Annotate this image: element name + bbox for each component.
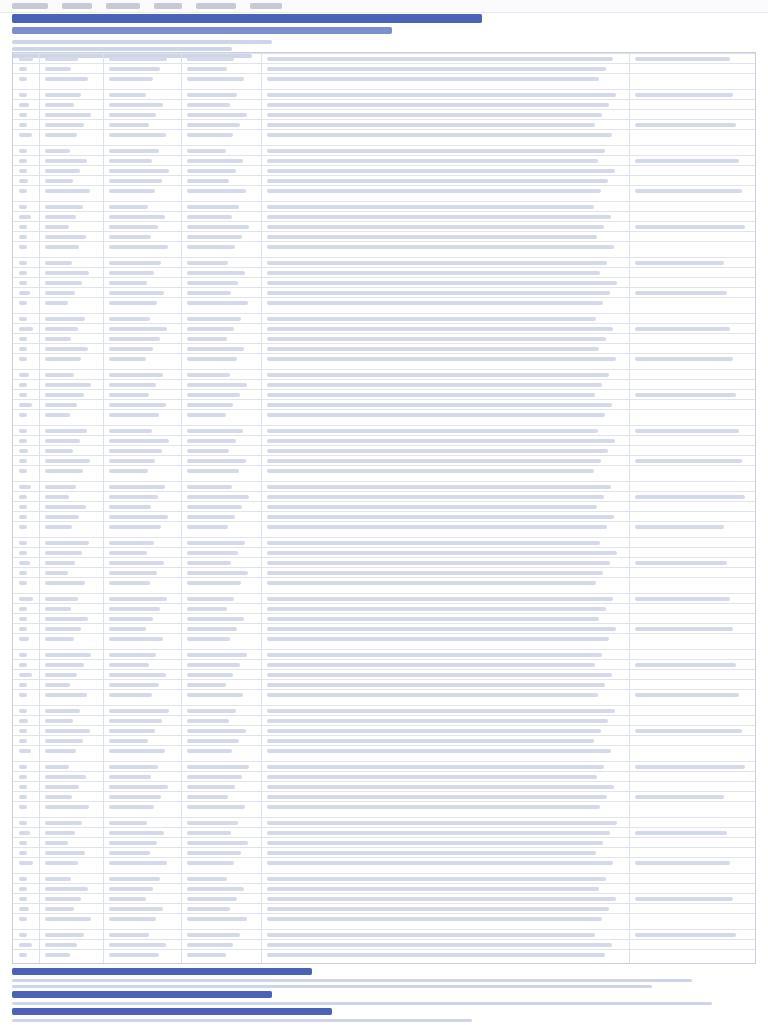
section-heading — [12, 991, 272, 998]
table-row — [13, 297, 755, 314]
table-row — [13, 577, 755, 594]
table-of-contents — [12, 40, 272, 44]
table-row — [13, 801, 755, 818]
page-subtitle — [12, 27, 392, 34]
table-row — [13, 129, 755, 146]
table-row — [13, 913, 755, 930]
table-row — [13, 409, 755, 426]
table-row — [13, 465, 755, 482]
table-row — [13, 73, 755, 90]
footer-sections — [12, 968, 756, 1025]
section-heading — [12, 968, 312, 975]
content-table — [12, 52, 756, 964]
table-row — [13, 689, 755, 706]
table-row — [13, 745, 755, 762]
table-row — [13, 857, 755, 874]
table-row — [13, 353, 755, 370]
table-row — [13, 521, 755, 538]
page-title — [12, 14, 482, 23]
table-row — [13, 241, 755, 258]
table-row — [13, 185, 755, 202]
table-row — [13, 949, 755, 960]
table-row — [13, 633, 755, 650]
section-heading — [12, 1008, 332, 1015]
site-toolbar — [0, 0, 768, 13]
